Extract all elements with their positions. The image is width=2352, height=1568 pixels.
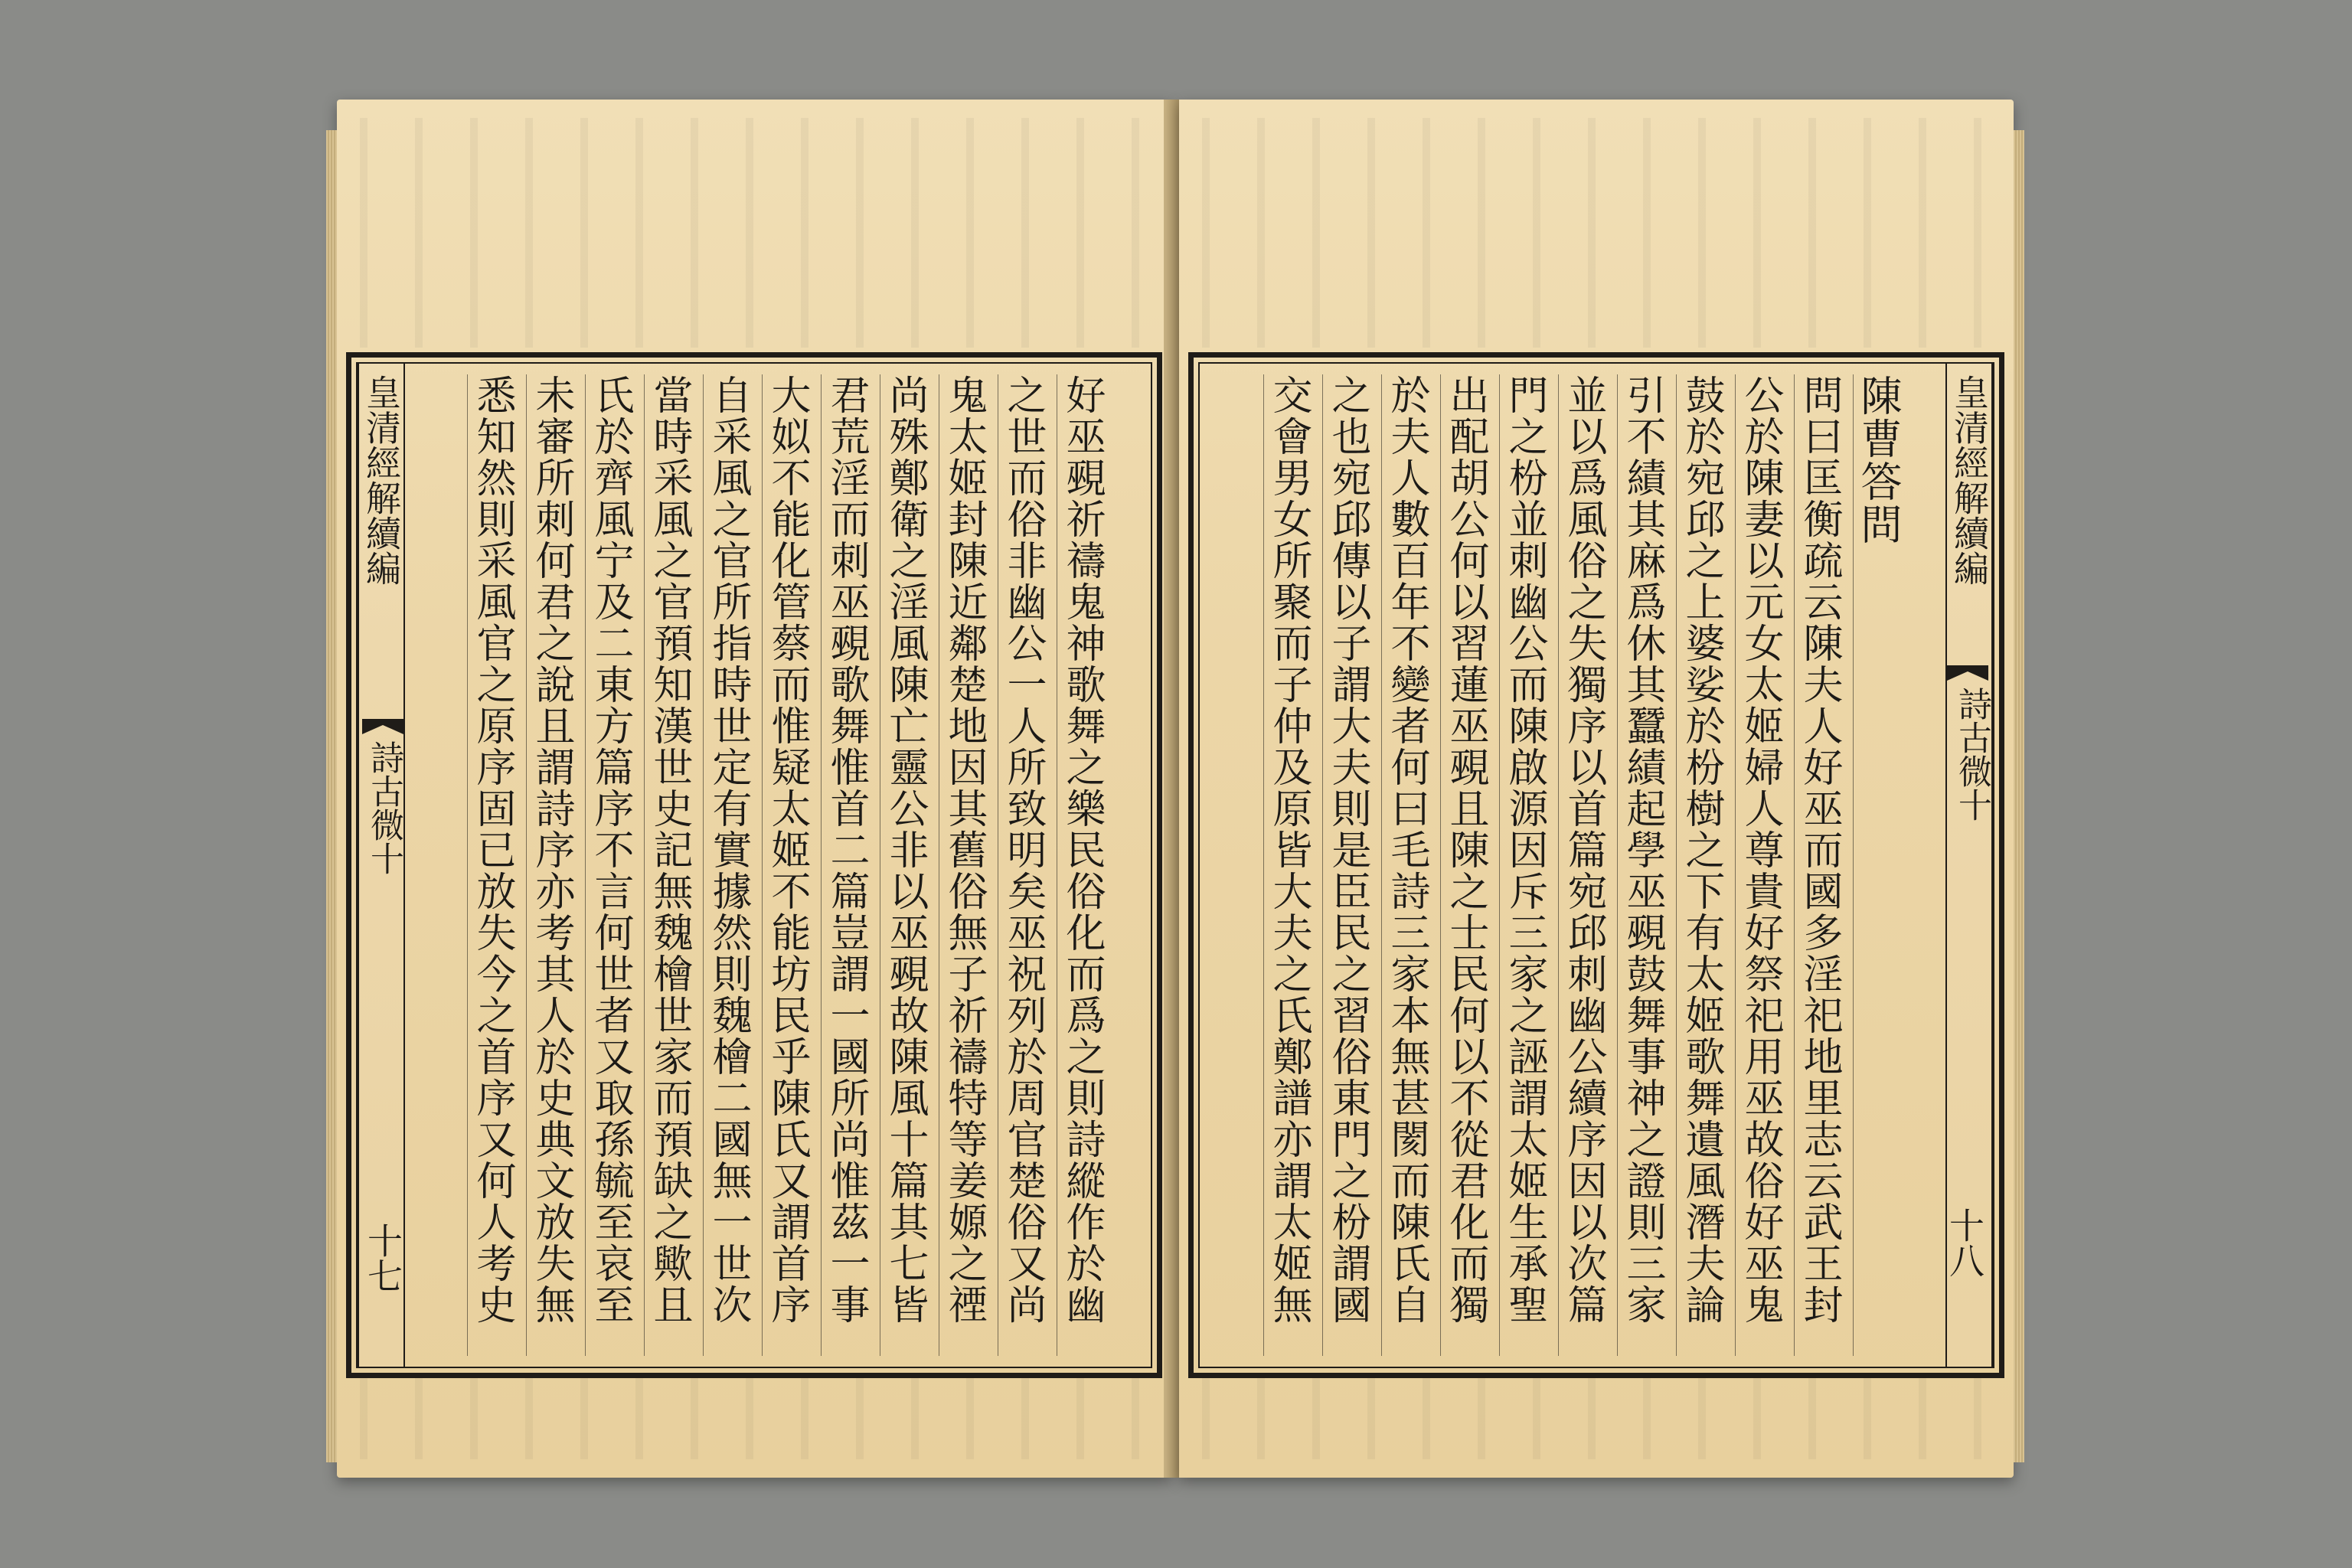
right-fishtail-mark	[1947, 665, 1988, 681]
text-column: 大姒不能化管蔡而惟疑太姬不能坊民乎陳氏又謂首序	[762, 374, 812, 1356]
text-column: 氏於齊風宁及二東方篇序不言何世者又取孫毓至哀至	[585, 374, 635, 1356]
text-column: 鬼太姬封陳近鄰楚地因其舊俗無子祈禱特等姜嫄之禋	[939, 374, 988, 1356]
text-column: 之世而俗非幽公一人所致明矣巫祝列於周官楚俗又尚	[998, 374, 1047, 1356]
text-column: 自采風之官所指時世定有實據然則魏檜二國無一世次	[703, 374, 753, 1356]
left-folio: 十七	[362, 1223, 403, 1293]
text-column: 公於陳妻以元女太姬婦人尊貴好祭祀用巫故俗好巫鬼	[1735, 374, 1785, 1356]
right-text-frame	[1188, 352, 2004, 1378]
text-column: 引不績其麻爲休其蠶績起學巫覡鼓舞事神之證則三家	[1617, 374, 1667, 1356]
text-column: 於夫人數百年不變者何曰毛詩三家本無甚閡而陳氏自	[1381, 374, 1431, 1356]
text-column: 門之枌並刺幽公而陳啟源因斥三家之誣謂太姬生承聖	[1499, 374, 1549, 1356]
text-column: 尚殊鄭衛之淫風陳亡靈公非以巫覡故陳風十篇其七皆	[880, 374, 929, 1356]
text-column: 未審所刺何君之說且謂詩序亦考其人於史典文放失無	[526, 374, 576, 1356]
left-text-frame	[346, 352, 1162, 1378]
section-title-column: 陳曹答問	[1853, 374, 1903, 1356]
right-page-edge	[2014, 130, 2024, 1462]
text-column: 當時采風之官預知漢世史記無魏檜世家而預缺之歟且	[644, 374, 694, 1356]
left-page-edge	[326, 130, 337, 1462]
left-fishtail-mark	[362, 719, 403, 734]
right-running-title: 皇清經解續編	[1945, 364, 1993, 1367]
text-column: 問曰匡衡疏云陳夫人好巫而國多淫祀地里志云武王封	[1794, 374, 1844, 1356]
right-folio: 十八	[1944, 1207, 1985, 1278]
right-show-through-bottom	[1202, 1375, 1991, 1459]
right-page	[1179, 100, 2014, 1478]
left-page	[337, 100, 1171, 1478]
text-column: 君荒淫而刺巫覡歌舞惟首二篇豈謂一國所尚惟茲一事	[821, 374, 871, 1356]
text-column: 鼓於宛邱之上婆娑於枌樹之下有太姬歌舞遺風潛夫論	[1676, 374, 1726, 1356]
left-show-through-top	[360, 118, 1148, 348]
right-text-columns	[1224, 374, 1907, 1356]
left-running-title: 皇清經解續編	[358, 364, 405, 1367]
right-chapter-label: 詩古微十	[1952, 687, 1991, 822]
right-show-through-top	[1202, 118, 1991, 348]
text-column: 之也宛邱傳以子謂大夫則是臣民之習俗東門之枌謂國	[1322, 374, 1372, 1356]
open-book	[337, 92, 2014, 1485]
left-chapter-label: 詩古微十	[364, 740, 403, 875]
text-column: 並以爲風俗之失獨序以首篇宛邱刺幽公續序因以次篇	[1558, 374, 1608, 1356]
text-column: 悉知然則采風官之原序固已放失今之首序又何人考史	[467, 374, 517, 1356]
left-show-through-bottom	[360, 1375, 1148, 1459]
text-column: 好巫覡祈禱鬼神歌舞之樂民俗化而爲之則詩縱作於幽	[1057, 374, 1106, 1356]
left-text-columns	[397, 374, 1111, 1356]
text-column: 交會男女所聚而子仲及原皆大夫之氏鄭譜亦謂太姬無	[1263, 374, 1313, 1356]
text-column: 出配胡公何以習蓮巫覡且陳之士民何以不從君化而獨	[1440, 374, 1490, 1356]
